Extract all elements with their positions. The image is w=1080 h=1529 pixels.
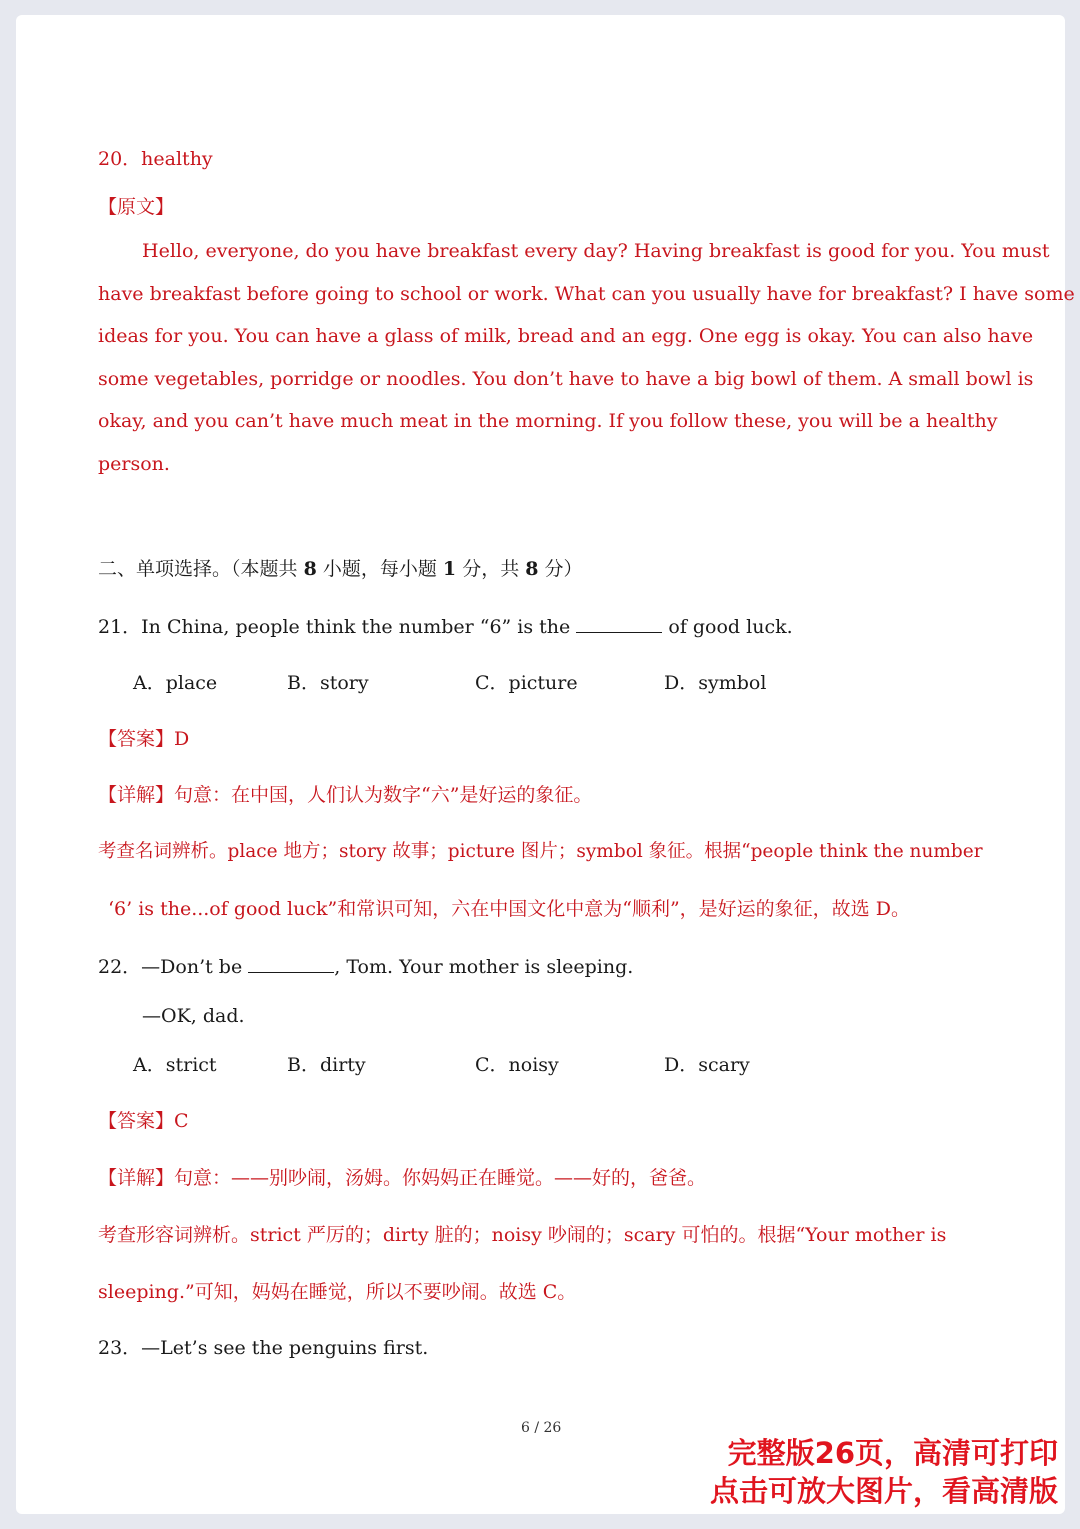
q22-detail: 考查形容词辨析。strict 严厉的；dirty 脏的；noisy 吵闹的；scary 可怕的。根据“Your mother is <box>98 1224 947 1246</box>
q21-stem <box>98 614 793 639</box>
q20-passage-line: okay, and you can’t have much meat in the morning. If you follow these, you will be a healthy <box>98 410 998 432</box>
section2-text: 分） <box>544 558 583 580</box>
q22-stem-end: , Tom. Your mother is sleeping. <box>334 956 634 978</box>
promo-line-2[interactable]: 点击可放大图片，看高清版 <box>709 1474 1058 1508</box>
q20-passage-line: Hello, everyone, do you have breakfast every day? Having breakfast is good for you. You must <box>142 240 1050 262</box>
q21-option-a: A．place <box>133 672 218 694</box>
q21-detail: ‘6’ is the...of good luck”和常识可知，六在中国文化中意为“顺利”，是好运的象征，故选 D。 <box>108 898 910 920</box>
q22-reply: —OK, dad. <box>142 1005 245 1027</box>
q20-passage-line: have breakfast before going to school or work. What can you usually have for breakfast? I have some <box>98 283 1075 305</box>
q22-answer: 【答案】C <box>98 1110 189 1132</box>
section2-total: 8 <box>525 558 539 580</box>
q22-blank <box>248 954 334 973</box>
q22-stem-start: 22．—Don’t be <box>98 956 243 978</box>
q20-passage-line: ideas for you. You can have a glass of milk, bread and an egg. One egg is okay. You can also have <box>98 325 1034 347</box>
q22-option-a: A．strict <box>133 1054 217 1076</box>
section2-text: 分，共 <box>462 558 520 580</box>
section2-text: 二、单项选择。（本题共 <box>98 558 298 580</box>
page-number: 6 / 26 <box>521 1420 562 1436</box>
section2-points: 1 <box>442 558 457 580</box>
q21-detail: 考查名词辨析。place 地方；story 故事；picture 图片；symbol 象征。根据“people think the number <box>98 841 983 862</box>
q20-original-label: 【原文】 <box>98 196 175 218</box>
q22-option-b: B．dirty <box>287 1054 366 1076</box>
q20-passage-line: some vegetables, porridge or noodles. You don’t have to have a big bowl of them. A small bowl is <box>98 368 1034 390</box>
q22-option-d: D．scary <box>664 1054 750 1076</box>
q21-option-d: D．symbol <box>664 672 767 694</box>
section2-heading <box>98 557 583 581</box>
q23-stem: 23．—Let’s see the penguins first. <box>98 1337 429 1359</box>
q20-passage-line: person. <box>98 453 170 475</box>
section2-count: 8 <box>303 558 317 580</box>
promo-line-1[interactable]: 完整版26页，高清可打印 <box>727 1436 1058 1470</box>
q21-blank <box>576 614 662 633</box>
q21-option-b: B．story <box>287 672 369 694</box>
q21-stem-start: 21．In China, people think the number “6” is the <box>98 616 571 638</box>
q22-stem <box>98 954 633 979</box>
q21-option-c: C．picture <box>475 672 578 694</box>
q22-detail: 【详解】句意：——别吵闹，汤姆。你妈妈正在睡觉。——好的，爸爸。 <box>98 1167 707 1189</box>
q21-stem-end: of good luck. <box>668 616 793 638</box>
q21-answer: 【答案】D <box>98 728 190 750</box>
q20-answer-line: 20．healthy <box>98 148 213 170</box>
section2-text: 小题，每小题 <box>322 558 437 580</box>
q22-detail: sleeping.”可知，妈妈在睡觉，所以不要吵闹。故选 C。 <box>98 1281 577 1303</box>
q21-detail: 【详解】句意：在中国，人们认为数字“六”是好运的象征。 <box>98 784 593 806</box>
q22-option-c: C．noisy <box>475 1054 559 1076</box>
